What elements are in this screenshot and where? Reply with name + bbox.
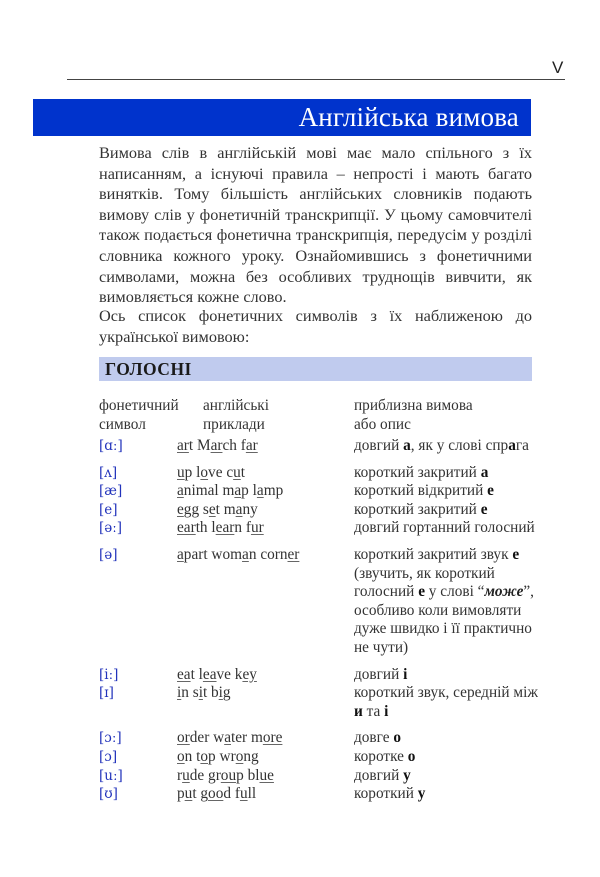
example-word: in	[177, 684, 189, 702]
example-word: many	[223, 500, 258, 518]
pronunciation-description: короткий звук, середній між и та і	[354, 684, 538, 720]
example-word: group	[208, 766, 244, 784]
example-words	[177, 546, 299, 565]
table-row	[99, 464, 539, 483]
header-examples: англійські приклади	[203, 397, 269, 433]
example-word: egg	[177, 500, 200, 518]
example-words	[177, 437, 258, 456]
example-words	[177, 767, 274, 786]
example-word: art	[177, 437, 194, 454]
header-rule	[67, 79, 565, 80]
example-word: set	[202, 500, 220, 518]
example-word: on	[177, 747, 193, 765]
table-row	[99, 666, 539, 685]
header-symbol: фонетичний символ	[99, 397, 179, 433]
example-word: key	[234, 665, 257, 683]
example-word: woman	[211, 545, 257, 563]
example-word: more	[250, 729, 283, 747]
table-row	[99, 501, 539, 520]
pronunciation-description: довге о	[354, 729, 401, 747]
pronunciation-description: довгий і	[354, 665, 408, 683]
header-description: приблизна вимова або опис	[354, 397, 473, 433]
table-row	[99, 546, 539, 658]
table-row	[99, 684, 539, 721]
example-word: corner	[260, 545, 300, 563]
pronunciation-description: довгий а, як у слові спрага	[354, 437, 529, 454]
page-title: Англійська вимова	[298, 102, 519, 132]
pronunciation-description: довгий гортанний голосний	[354, 519, 535, 537]
example-word: order	[177, 729, 210, 747]
example-words	[177, 482, 283, 501]
phonetic-symbol: [uː]	[99, 767, 123, 784]
phonetic-symbol: [ʊ]	[99, 786, 118, 803]
example-word: sit	[192, 684, 208, 702]
phonetic-table	[99, 397, 539, 804]
example-words	[177, 464, 245, 483]
example-words	[177, 501, 258, 520]
example-word: fur	[245, 519, 264, 537]
table-header	[99, 397, 539, 437]
phonetic-symbol: [e]	[99, 501, 118, 518]
phonetic-symbol: [iː]	[99, 666, 119, 683]
example-word: eat	[177, 665, 195, 683]
example-word: full	[234, 785, 257, 803]
example-word: rude	[177, 766, 205, 784]
table-row	[99, 785, 539, 804]
example-word: water	[213, 729, 248, 747]
example-word: love	[196, 463, 223, 481]
title-banner	[33, 99, 531, 136]
table-row	[99, 767, 539, 786]
example-word: animal	[177, 482, 219, 500]
pronunciation-description: короткий у	[354, 785, 426, 803]
table-row	[99, 748, 539, 767]
pronunciation-description: короткий закритий а	[354, 463, 489, 481]
example-words	[177, 666, 257, 685]
intro-paragraph: Вимова слів в англійській мові має мало спільного з їх написанням, а існуючі правила – непрості і мають багато винятків. Тому більшість англійських словників подають вимову слів у фонетичній транскрипції. У цьому самовчителі також подається фонетична транскрипція, передусім у розділі словника кожного уроку. Ознайомившись з фонетичними символами, можна без особливих труднощів вивчити, як вимовляється кожне слово.	[99, 143, 532, 307]
phonetic-symbol: [ɔ]	[99, 748, 118, 765]
phonetic-symbol: [əː]	[99, 520, 123, 537]
table-body	[99, 437, 539, 804]
example-words	[177, 729, 282, 748]
example-word: lamp	[252, 482, 284, 500]
example-word: good	[200, 785, 231, 803]
example-word: blue	[247, 766, 274, 784]
pronunciation-description: короткий закритий е	[354, 500, 488, 518]
section-bar	[99, 357, 532, 381]
example-word: leave	[198, 665, 231, 683]
page-number: V	[552, 58, 564, 77]
example-word: wrong	[219, 747, 259, 765]
table-row	[99, 482, 539, 501]
example-word: apart	[177, 545, 208, 563]
example-word: cut	[226, 463, 246, 481]
example-word: up	[177, 463, 193, 481]
phonetic-symbol: [ɑː]	[99, 438, 123, 454]
example-word: far	[240, 437, 258, 454]
example-word: earth	[177, 519, 208, 537]
intro-list-lead: Ось список фонетичних символів з їх наближеною до української вимовою:	[99, 306, 532, 346]
phonetic-symbol: [ɪ]	[99, 685, 114, 702]
example-word: big	[211, 684, 231, 702]
example-words	[177, 519, 264, 538]
example-word: top	[196, 747, 216, 765]
phonetic-symbol: [ʌ]	[99, 464, 118, 481]
phonetic-symbol: [ɔː]	[99, 730, 122, 747]
table-row	[99, 729, 539, 748]
phonetic-symbol: [æ]	[99, 483, 123, 500]
section-title: ГОЛОСНІ	[105, 359, 192, 379]
example-words	[177, 785, 256, 804]
example-word: put	[177, 785, 197, 803]
example-word: map	[222, 482, 249, 500]
example-words	[177, 748, 259, 767]
example-word: March	[196, 437, 237, 454]
table-row	[99, 437, 539, 456]
table-row	[99, 519, 539, 538]
phonetic-symbol: [ə]	[99, 546, 118, 563]
example-word: learn	[211, 519, 243, 537]
pronunciation-description: короткий закритий звук е (звучить, як короткий голосний е у слові “може”, особливо коли вимовляти дуже швидко і її практично не чути)	[354, 545, 534, 656]
pronunciation-description: довгий у	[354, 766, 411, 784]
pronunciation-description: короткий відкритий е	[354, 482, 494, 500]
example-words	[177, 684, 231, 703]
pronunciation-description: коротке о	[354, 747, 416, 765]
